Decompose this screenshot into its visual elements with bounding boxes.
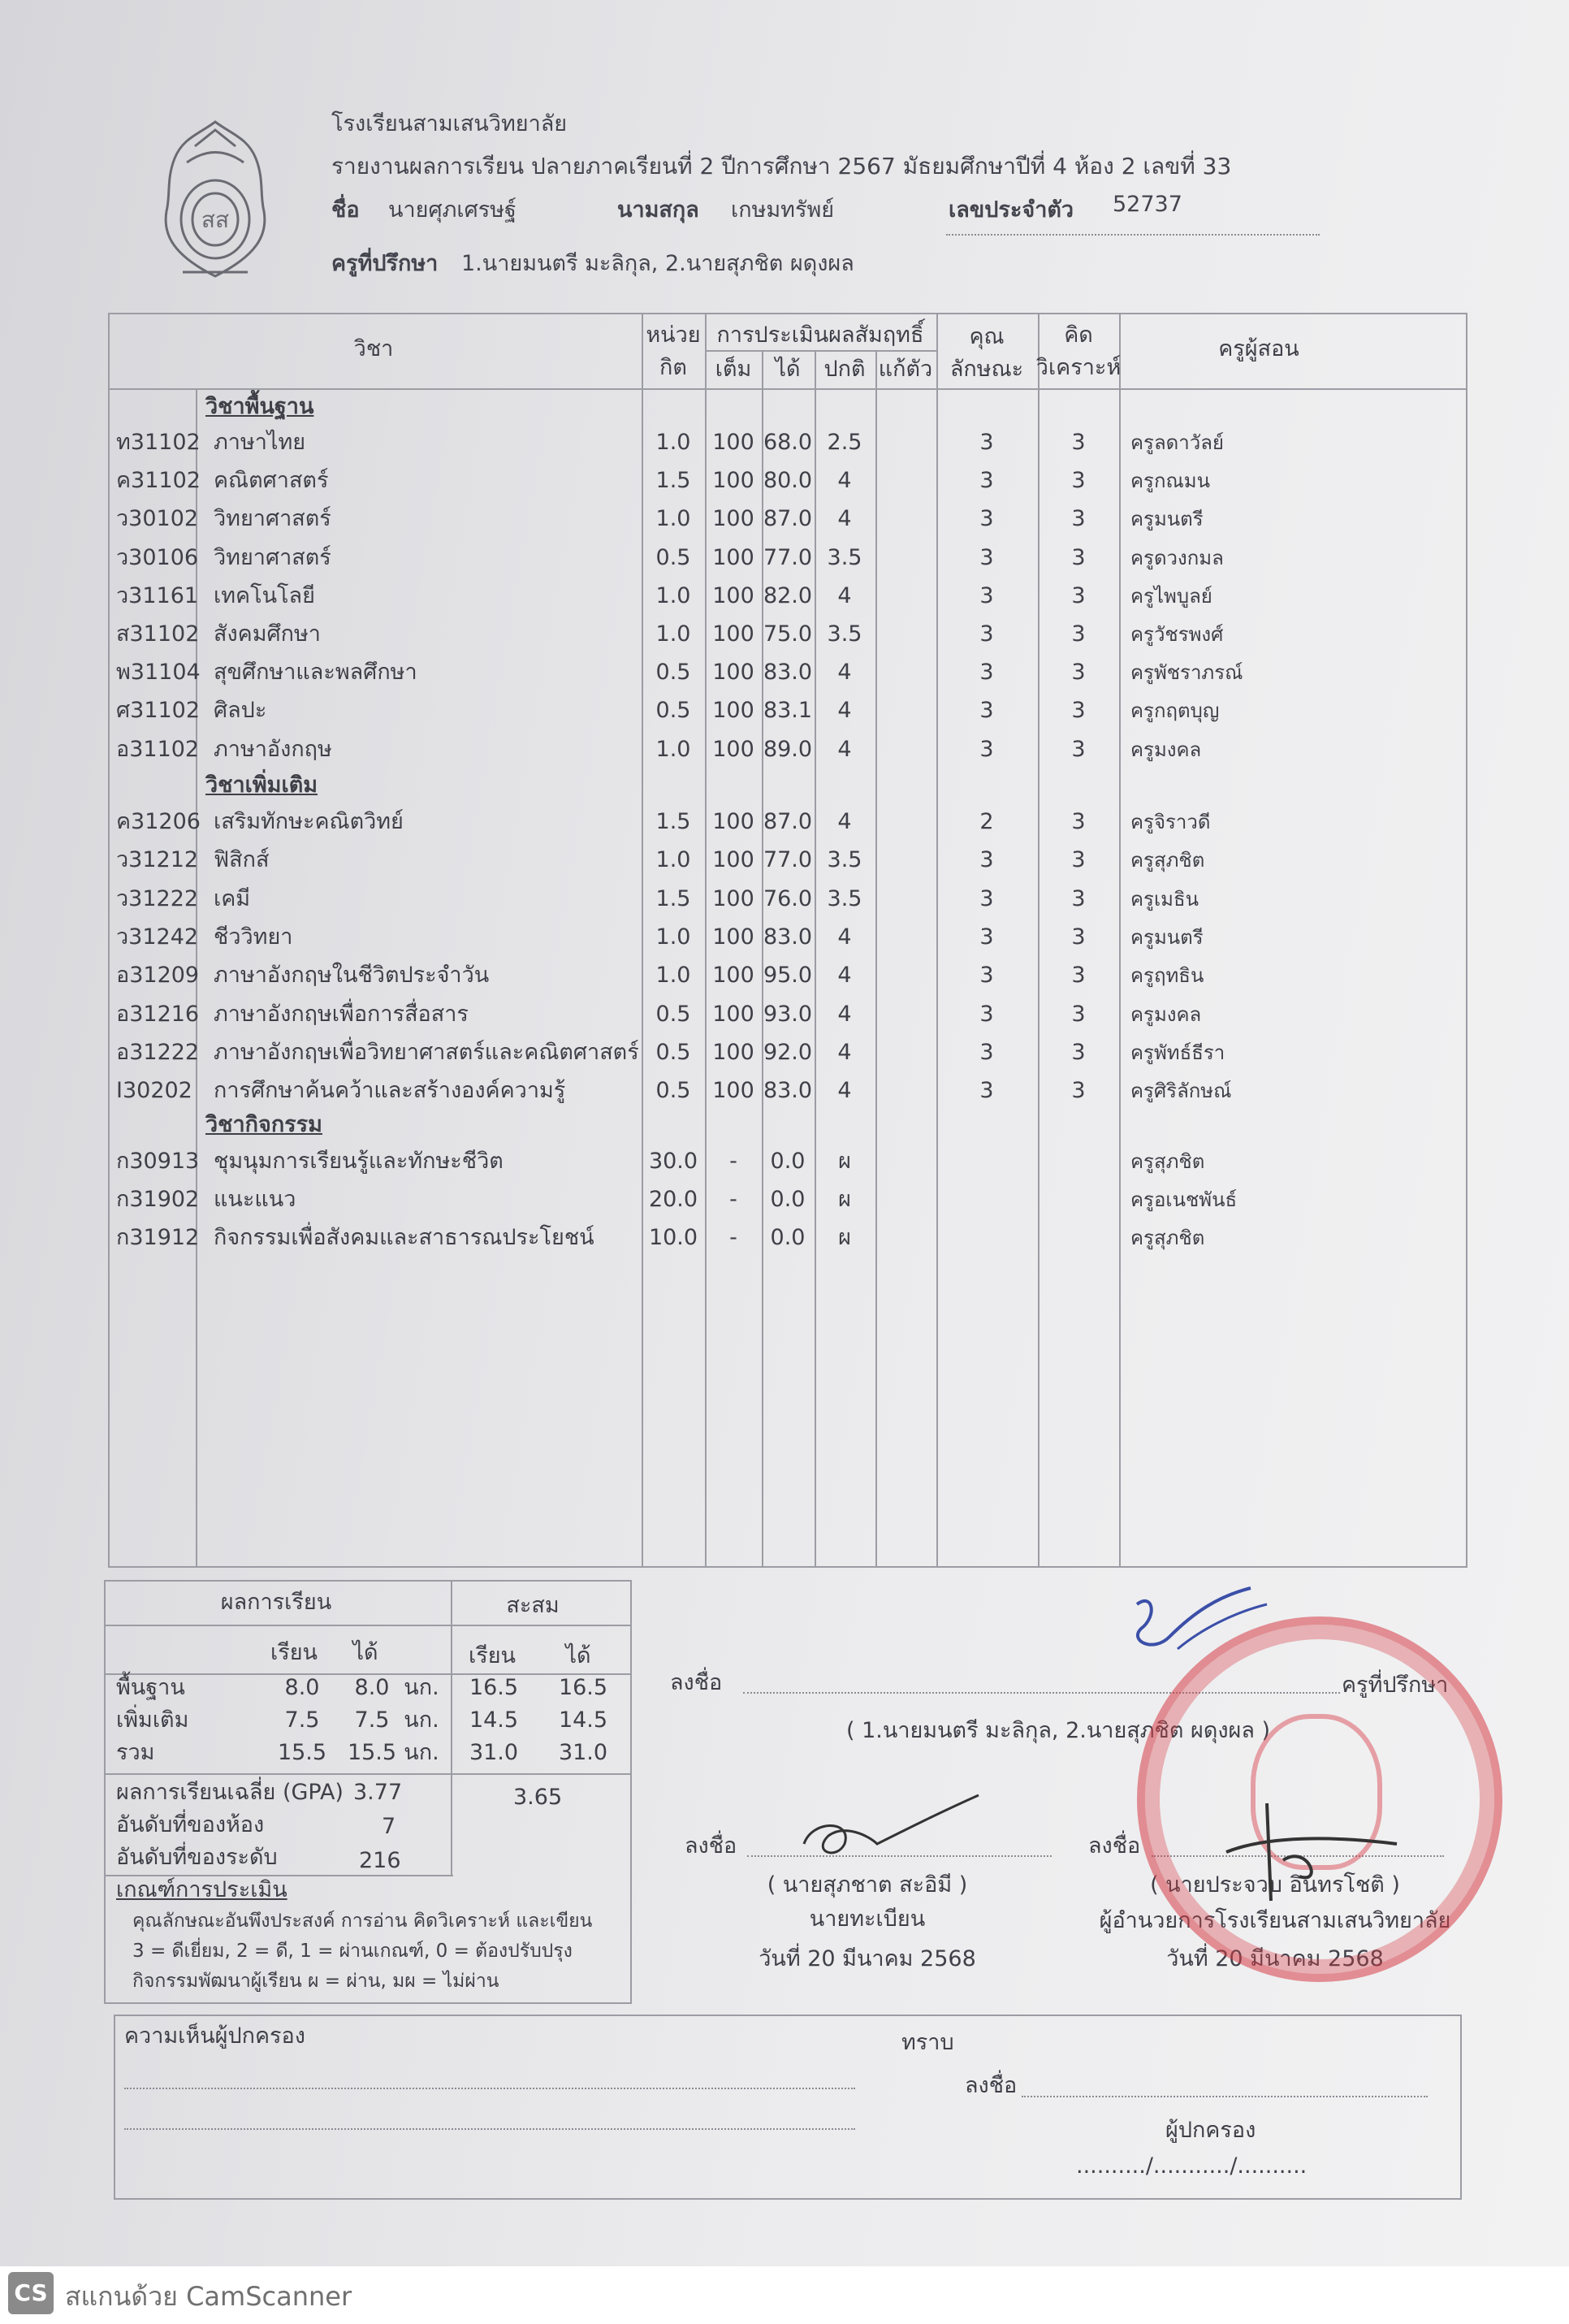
basic-row-grade: 4 (837, 468, 852, 493)
summary-gpa-divider (451, 1773, 452, 1875)
registrar-sign-label: ลงชื่อ (685, 1833, 737, 1859)
parent-box-top (114, 2015, 1462, 2016)
basic-row-full: 100 (712, 660, 754, 685)
basic-row-think: 3 (1071, 737, 1086, 762)
extra-row-teacher: ครูจิราวดี (1130, 811, 1211, 833)
extra-row-code: I30202 (116, 1078, 192, 1103)
extra-row-think: 3 (1071, 1040, 1086, 1065)
extra-row-got: 83.0 (763, 924, 813, 950)
section-activity: วิชากิจกรรม (205, 1112, 322, 1137)
extra-row-unit: 1.0 (655, 963, 691, 988)
extra-row-grade: 3.5 (827, 886, 862, 911)
extra-row-char: 3 (979, 1002, 994, 1027)
basic-row-got: 77.0 (763, 545, 813, 570)
extra-row-code: อ31216 (116, 1002, 200, 1027)
gpa-accum-value: 3.65 (513, 1785, 563, 1810)
id-dotted-line (946, 234, 1320, 236)
activity-row-grade: ผ (838, 1149, 851, 1174)
extra-row-think: 3 (1071, 924, 1086, 950)
basic-row-code: ว31161 (116, 583, 199, 608)
extra-row-char: 3 (979, 886, 994, 911)
criteria-line-2: 3 = ดีเยี่ยม, 2 = ดี, 1 = ผ่านเกณฑ์, 0 = ต้องปรับปรุง (132, 1941, 573, 1962)
extra-row-full: 100 (712, 886, 754, 911)
activity-row-full: - (729, 1225, 737, 1250)
basic-row-teacher: ครูมงคล (1130, 738, 1202, 761)
extra-row-grade: 4 (837, 1040, 852, 1065)
basic-row-name: ภาษาไทย (214, 430, 306, 455)
basic-row-grade: 4 (837, 660, 852, 685)
basic-row-think: 3 (1071, 545, 1086, 570)
summary-row-got: 8.0 (354, 1675, 390, 1700)
basic-row-think: 3 (1071, 468, 1086, 493)
header-char-1: คุณ (969, 324, 1005, 349)
table-right-border (1466, 313, 1467, 1568)
extra-row-teacher: ครูเมธิน (1130, 888, 1199, 911)
basic-row-teacher: ครูมนตรี (1130, 508, 1204, 530)
basic-row-think: 3 (1071, 621, 1086, 647)
extra-row-name: การศึกษาค้นคว้าและสร้างองค์ความรู้ (214, 1078, 566, 1103)
basic-row-teacher: ครูวัชรพงศ์ (1130, 623, 1224, 646)
basic-row-code: ว30102 (116, 506, 199, 531)
parent-date-slots: ........../.........../.......... (1076, 2153, 1308, 2179)
basic-row-code: พ31104 (116, 660, 201, 685)
summary-learn-header: เรียน (270, 1640, 318, 1665)
camscanner-badge-icon: CS (8, 2272, 54, 2314)
basic-row-think: 3 (1071, 430, 1086, 455)
summary-row-acc_learn: 31.0 (469, 1740, 519, 1765)
activity-row-got: 0.0 (770, 1225, 806, 1250)
basic-row-name: คณิตศาสตร์ (214, 468, 329, 493)
basic-row-code: ส31102 (116, 621, 200, 647)
basic-row-grade: 3.5 (827, 545, 862, 570)
accum-title: สะสม (506, 1593, 560, 1618)
advisor-role: ครูที่ปรึกษา (1342, 1673, 1449, 1698)
summary-row-label: พื้นฐาน (116, 1675, 185, 1700)
extra-row-unit: 1.5 (655, 809, 691, 834)
basic-row-name: ศิลปะ (214, 698, 267, 723)
header-unit-2: กิต (659, 355, 687, 380)
rank-room-label: อันดับที่ของห้อง (116, 1812, 265, 1837)
director-signature-icon (1202, 1787, 1413, 1917)
activity-row-unit: 20.0 (648, 1187, 698, 1212)
basic-row-full: 100 (712, 545, 754, 570)
results-title: ผลการเรียน (220, 1590, 332, 1615)
criteria-title: เกณฑ์การประเมิน (116, 1877, 287, 1902)
extra-row-teacher: ครูพัทธ์ธีรา (1130, 1041, 1225, 1064)
extra-row-code: ค31206 (116, 809, 201, 834)
header-char-2: ลักษณะ (949, 357, 1024, 382)
parent-comment-label: ความเห็นผู้ปกครอง (124, 2023, 305, 2049)
activity-row-teacher: ครูสุภชิต (1130, 1150, 1205, 1173)
extra-row-full: 100 (712, 1078, 754, 1103)
basic-row-unit: 1.0 (655, 737, 691, 762)
summary-row-acc_learn: 16.5 (469, 1675, 519, 1700)
rank-room-value: 7 (382, 1814, 396, 1839)
parent-role: ผู้ปกครอง (1165, 2118, 1256, 2143)
basic-row-got: 75.0 (763, 621, 813, 647)
basic-row-code: ท31102 (116, 430, 201, 455)
summary-row-acc_got: 31.0 (558, 1740, 608, 1765)
activity-row-name: กิจกรรมเพื่อสังคมและสาธารณประโยชน์ (214, 1225, 594, 1250)
summary-row-label: เพิ่มเติม (116, 1707, 189, 1733)
basic-row-name: ภาษาอังกฤษ (214, 737, 332, 762)
summary-mid-divider (451, 1580, 452, 1773)
student-surname: เกษมทรัพย์ (731, 197, 835, 223)
section-basic: วิชาพื้นฐาน (205, 394, 314, 419)
basic-row-name: เทคโนโลยี (214, 583, 315, 608)
registrar-date: วันที่ 20 มีนาคม 2568 (759, 1946, 976, 1971)
student-id-label: เลขประจำตัว (949, 197, 1074, 223)
surname-label: นามสกุล (617, 197, 699, 223)
extra-row-char: 3 (979, 1040, 994, 1065)
name-label: ชื่อ (331, 197, 360, 223)
basic-row-teacher: ครูกฤตบุญ (1130, 699, 1220, 722)
summary-got-header: ได้ (352, 1640, 378, 1665)
extra-row-name: ภาษาอังกฤษเพื่อวิทยาศาสตร์และคณิตศาสตร์ (214, 1040, 639, 1065)
basic-row-code: ว30106 (116, 545, 199, 570)
basic-row-got: 80.0 (763, 468, 813, 493)
basic-row-teacher: ครูดวงกมล (1130, 547, 1224, 569)
extra-row-got: 77.0 (763, 847, 813, 872)
extra-row-grade: 4 (837, 963, 852, 988)
basic-row-char: 3 (979, 621, 994, 647)
advisor-label: ครูที่ปรึกษา (331, 251, 439, 276)
summary-bottom-border (104, 2002, 632, 2004)
basic-row-think: 3 (1071, 506, 1086, 531)
extra-row-teacher: ครูฤทธิน (1130, 964, 1204, 987)
extra-row-unit: 1.5 (655, 886, 691, 911)
parent-sign-line (1022, 2096, 1428, 2097)
summary-row-acc_learn: 14.5 (469, 1707, 519, 1733)
extra-row-got: 95.0 (763, 963, 813, 988)
activity-row-grade: ผ (838, 1225, 851, 1250)
table-top-border (108, 313, 1466, 314)
summary-row-got: 7.5 (354, 1707, 390, 1733)
extra-row-think: 3 (1071, 963, 1086, 988)
extra-row-think: 3 (1071, 886, 1086, 911)
basic-row-char: 3 (979, 506, 994, 531)
extra-row-think: 3 (1071, 1078, 1086, 1103)
parent-ack: ทราบ (901, 2030, 954, 2055)
summary-left-border (104, 1580, 106, 2004)
summary-credit-line (104, 1773, 632, 1775)
school-logo-icon (150, 114, 280, 288)
activity-row-code: ก31912 (116, 1225, 200, 1250)
basic-row-unit: 1.0 (655, 621, 691, 647)
rank-level-value: 216 (359, 1848, 401, 1873)
col-divider-unit (705, 313, 707, 1568)
extra-row-code: อ31222 (116, 1040, 200, 1065)
activity-row-name: ชุมนุมการเรียนรู้และทักษะชีวิต (214, 1149, 504, 1174)
rank-level-label: อันดับที่ของระดับ (116, 1845, 278, 1870)
extra-row-char: 3 (979, 847, 994, 872)
activity-row-code: ก30913 (116, 1149, 200, 1174)
col-divider-think (1119, 313, 1121, 1568)
activity-row-code: ก31902 (116, 1187, 200, 1212)
extra-row-think: 3 (1071, 809, 1086, 834)
basic-row-grade: 2.5 (827, 430, 862, 455)
col-divider-full (762, 350, 763, 1568)
basic-row-teacher: ครูลดาวัลย์ (1130, 431, 1224, 454)
extra-row-grade: 4 (837, 924, 852, 950)
summary-title-line (104, 1625, 632, 1626)
basic-row-name: สังคมศึกษา (214, 621, 321, 647)
basic-row-char: 3 (979, 468, 994, 493)
extra-row-name: เสริมทักษะคณิตวิทย์ (214, 809, 404, 834)
basic-row-name: วิทยาศาสตร์ (214, 506, 331, 531)
camscanner-label: สแกนด้วย CamScanner (65, 2281, 352, 2312)
gpa-value: 3.77 (353, 1780, 403, 1805)
summary-row-got: 15.5 (347, 1740, 397, 1765)
extra-row-grade: 3.5 (827, 847, 862, 872)
parent-box-left (114, 2015, 115, 2200)
basic-row-grade: 3.5 (827, 621, 862, 647)
basic-row-grade: 4 (837, 583, 852, 608)
basic-row-got: 89.0 (763, 737, 813, 762)
basic-row-char: 3 (979, 737, 994, 762)
basic-row-unit: 0.5 (655, 660, 691, 685)
student-id: 52737 (1113, 192, 1182, 217)
summary-top-border (104, 1580, 632, 1582)
extra-row-grade: 4 (837, 1002, 852, 1027)
basic-row-think: 3 (1071, 583, 1086, 608)
extra-row-full: 100 (712, 847, 754, 872)
advisor-names: 1.นายมนตรี มะลิกุล, 2.นายสุภชิต ผดุงผล (461, 251, 854, 276)
extra-row-got: 83.0 (763, 1078, 813, 1103)
advisor-sign-names: ( 1.นายมนตรี มะลิกุล, 2.นายสุภชิต ผดุงผล ) (845, 1718, 1271, 1743)
basic-row-teacher: ครูกณมน (1130, 470, 1210, 492)
extra-row-name: ฟิสิกส์ (214, 847, 270, 872)
extra-row-got: 76.0 (763, 886, 813, 911)
basic-row-grade: 4 (837, 698, 852, 723)
header-full: เต็ม (715, 357, 752, 382)
extra-row-think: 3 (1071, 847, 1086, 872)
basic-row-think: 3 (1071, 660, 1086, 685)
summary-row-label: รวม (116, 1740, 155, 1765)
extra-row-char: 3 (979, 924, 994, 950)
col-divider-subject (642, 313, 643, 1568)
summary-row-learn: 7.5 (284, 1707, 320, 1733)
basic-row-full: 100 (712, 621, 754, 647)
parent-comment-line-1 (124, 2088, 855, 2089)
extra-row-char: 3 (979, 963, 994, 988)
basic-row-char: 3 (979, 698, 994, 723)
header-normal: ปกติ (823, 357, 866, 382)
parent-sign-label: ลงชื่อ (965, 2073, 1018, 2098)
extra-row-teacher: ครูมนตรี (1130, 926, 1204, 949)
summary-row-learn: 15.5 (277, 1740, 327, 1765)
section-extra: วิชาเพิ่มเติม (205, 773, 318, 798)
extra-row-unit: 0.5 (655, 1078, 691, 1103)
extra-row-unit: 1.0 (655, 847, 691, 872)
assess-subheader-line (705, 350, 936, 352)
col-divider-got (815, 350, 816, 1568)
basic-row-char: 3 (979, 430, 994, 455)
criteria-line-1: คุณลักษณะอันพึงประสงค์ การอ่าน คิดวิเคราะห์ และเขียน (132, 1911, 593, 1932)
basic-row-teacher: ครูพัชราภรณ์ (1130, 661, 1243, 684)
extra-row-got: 87.0 (763, 809, 813, 834)
accum-learn-header: เรียน (468, 1643, 517, 1668)
svg-text:สส: สส (201, 206, 230, 233)
basic-row-code: ศ31102 (116, 698, 201, 723)
extra-row-unit: 1.0 (655, 924, 691, 950)
report-title: รายงานผลการเรียน ปลายภาคเรียนที่ 2 ปีการศึกษา 2567 มัธยมศึกษาปีที่ 4 ห้อง 2 เลขที่ 33 (331, 153, 1232, 180)
col-divider-normal (875, 350, 877, 1568)
summary-row-acc_got: 14.5 (558, 1707, 608, 1733)
basic-row-full: 100 (712, 430, 754, 455)
basic-row-full: 100 (712, 506, 754, 531)
header-think-1: คิด (1064, 322, 1093, 348)
col-divider-char (1038, 313, 1040, 1568)
header-subject: วิชา (353, 336, 394, 361)
basic-row-name: สุขศึกษาและพลศึกษา (214, 660, 417, 685)
header-think-2: วิเคราะห์ (1035, 355, 1122, 380)
registrar-role: นายทะเบียน (809, 1906, 926, 1932)
table-left-border (108, 313, 110, 1568)
director-name: ( นายประจวบ อินทรโชติ ) (1150, 1872, 1400, 1898)
extra-row-name: ภาษาอังกฤษในชีวิตประจำวัน (214, 963, 490, 988)
activity-row-got: 0.0 (770, 1149, 806, 1174)
summary-row-unit: นก. (404, 1740, 439, 1765)
extra-row-got: 92.0 (763, 1040, 813, 1065)
extra-row-grade: 4 (837, 809, 852, 834)
basic-row-code: อ31102 (116, 737, 200, 762)
basic-row-grade: 4 (837, 737, 852, 762)
activity-row-full: - (729, 1187, 737, 1212)
basic-row-code: ค31102 (116, 468, 201, 493)
header-assess: การประเมินผลสัมฤทธิ์ (716, 322, 924, 348)
extra-row-code: ว31212 (116, 847, 199, 872)
activity-row-teacher: ครูอเนชพันธ์ (1130, 1188, 1238, 1211)
extra-row-full: 100 (712, 963, 754, 988)
director-date: วันที่ 20 มีนาคม 2568 (1166, 1946, 1384, 1971)
header-got: ได้ (775, 357, 801, 382)
director-sign-label: ลงชื่อ (1088, 1833, 1141, 1859)
table-header-bottom (108, 388, 1466, 390)
basic-row-unit: 1.0 (655, 430, 691, 455)
extra-row-teacher: ครูสุภชิต (1130, 849, 1205, 872)
summary-row-unit: นก. (404, 1675, 439, 1700)
extra-row-full: 100 (712, 1040, 754, 1065)
parent-box-bottom (114, 2198, 1462, 2200)
extra-row-name: เคมี (214, 886, 251, 911)
basic-row-unit: 1.5 (655, 468, 691, 493)
extra-row-think: 3 (1071, 1002, 1086, 1027)
activity-row-teacher: ครูสุภชิต (1130, 1227, 1205, 1249)
extra-row-full: 100 (712, 924, 754, 950)
extra-row-char: 2 (979, 809, 994, 834)
basic-row-unit: 0.5 (655, 545, 691, 570)
basic-row-char: 3 (979, 545, 994, 570)
basic-row-name: วิทยาศาสตร์ (214, 545, 331, 570)
extra-row-char: 3 (979, 1078, 994, 1103)
activity-row-got: 0.0 (770, 1187, 806, 1212)
header-fixed: แก้ตัว (878, 357, 933, 382)
activity-row-name: แนะแนว (214, 1187, 296, 1212)
basic-row-unit: 0.5 (655, 698, 691, 723)
basic-row-full: 100 (712, 583, 754, 608)
basic-row-unit: 1.0 (655, 506, 691, 531)
extra-row-teacher: ครูมงคล (1130, 1003, 1202, 1026)
parent-comment-line-2 (124, 2128, 855, 2130)
criteria-line-3: กิจกรรมพัฒนาผู้เรียน ผ = ผ่าน, มผ = ไม่ผ่าน (132, 1971, 499, 1992)
table-bottom-border (108, 1566, 1466, 1568)
basic-row-unit: 1.0 (655, 583, 691, 608)
summary-row-unit: นก. (404, 1707, 439, 1733)
extra-row-full: 100 (712, 809, 754, 834)
student-name: นายศุภเศรษฐ์ (388, 197, 517, 223)
summary-right-border (630, 1580, 632, 2004)
basic-row-full: 100 (712, 698, 754, 723)
basic-row-teacher: ครูไพบูลย์ (1130, 585, 1212, 608)
basic-row-char: 3 (979, 660, 994, 685)
activity-row-full: - (729, 1149, 737, 1174)
school-name: โรงเรียนสามเสนวิทยาลัย (331, 111, 568, 136)
advisor-sign-label: ลงชื่อ (670, 1670, 723, 1695)
extra-row-teacher: ครูศิริลักษณ์ (1130, 1080, 1232, 1102)
parent-box-right (1460, 2015, 1462, 2200)
director-role: ผู้อำนวยการโรงเรียนสามเสนวิทยาลัย (1099, 1908, 1451, 1933)
basic-row-got: 68.0 (763, 430, 813, 455)
basic-row-char: 3 (979, 583, 994, 608)
summary-row-acc_got: 16.5 (558, 1675, 608, 1700)
extra-row-full: 100 (712, 1002, 754, 1027)
basic-row-full: 100 (712, 468, 754, 493)
extra-row-got: 93.0 (763, 1002, 813, 1027)
basic-row-got: 87.0 (763, 506, 813, 531)
registrar-signature-icon (796, 1779, 991, 1868)
extra-row-grade: 4 (837, 1078, 852, 1103)
header-teacher: ครูผู้สอน (1218, 336, 1299, 361)
basic-row-full: 100 (712, 737, 754, 762)
extra-row-code: อ31209 (116, 963, 200, 988)
extra-row-unit: 0.5 (655, 1002, 691, 1027)
registrar-name: ( นายสุภชาต สะอิมี ) (767, 1872, 968, 1898)
extra-row-name: ชีววิทยา (214, 924, 293, 950)
basic-row-got: 83.0 (763, 660, 813, 685)
extra-row-unit: 0.5 (655, 1040, 691, 1065)
extra-row-code: ว31242 (116, 924, 199, 950)
activity-row-unit: 10.0 (648, 1225, 698, 1250)
extra-row-code: ว31222 (116, 886, 199, 911)
gpa-label: ผลการเรียนเฉลี่ย (GPA) (116, 1780, 344, 1805)
accum-got-header: ได้ (565, 1643, 591, 1668)
basic-row-got: 83.1 (763, 698, 813, 723)
basic-row-think: 3 (1071, 698, 1086, 723)
summary-row-learn: 8.0 (284, 1675, 320, 1700)
basic-row-grade: 4 (837, 506, 852, 531)
extra-row-name: ภาษาอังกฤษเพื่อการสื่อสาร (214, 1002, 469, 1027)
activity-row-grade: ผ (838, 1187, 851, 1212)
basic-row-got: 82.0 (763, 583, 813, 608)
col-divider-fixed (936, 313, 938, 1568)
rank-bottom-line (104, 1875, 453, 1876)
activity-row-unit: 30.0 (648, 1149, 698, 1174)
header-unit-1: หน่วย (646, 322, 701, 348)
